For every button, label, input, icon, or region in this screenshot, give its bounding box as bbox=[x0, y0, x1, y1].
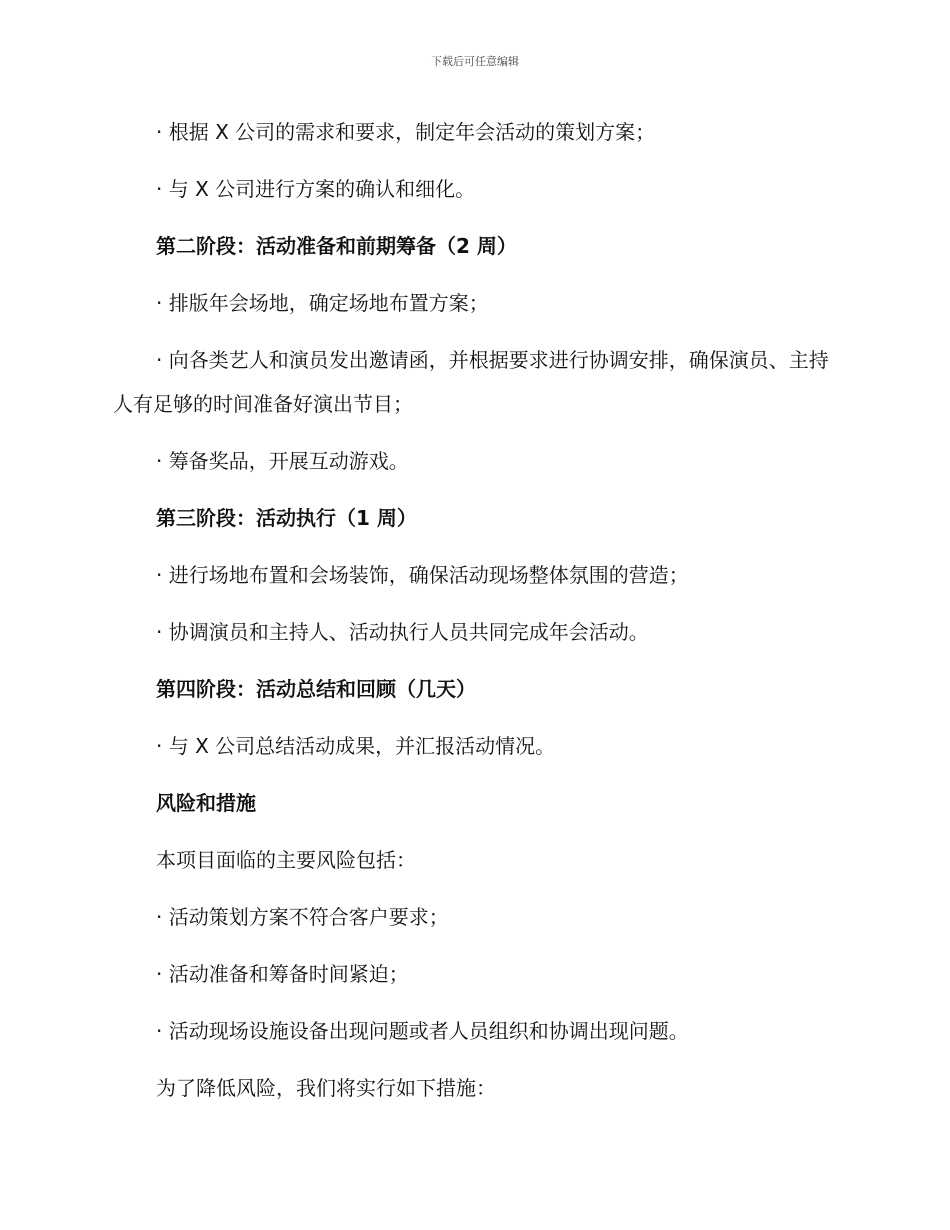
body-text: 为了降低风险，我们将实行如下措施： bbox=[156, 1076, 496, 1100]
section-heading: 风险和措施 bbox=[156, 791, 256, 815]
bullet-item: · 筹备奖品，开展互动游戏。 bbox=[156, 449, 409, 473]
bullet-item: · 协调演员和主持人、活动执行人员共同完成年会活动。 bbox=[156, 620, 649, 644]
bullet-item: · 进行场地布置和会场装饰，确保活动现场整体氛围的营造； bbox=[156, 563, 689, 587]
bullet-item: · 活动现场设施设备出现问题或者人员组织和协调出现问题。 bbox=[156, 1019, 689, 1043]
bullet-item: · 排版年会场地，确定场地布置方案； bbox=[156, 291, 489, 315]
section-heading: 第二阶段：活动准备和前期筹备（2 周） bbox=[156, 234, 517, 258]
bullet-item: · 向各类艺人和演员发出邀请函，并根据要求进行协调安排，确保演员、主持人有足够的时间准备好演出节目； bbox=[113, 348, 829, 416]
body-text: 本项目面临的主要风险包括： bbox=[156, 848, 416, 872]
page-header: 下载后可任意编辑 bbox=[431, 55, 519, 68]
section-heading: 第四阶段：活动总结和回顾（几天） bbox=[156, 677, 476, 701]
document-body bbox=[113, 110, 833, 1123]
bullet-item: · 根据 X 公司的需求和要求，制定年会活动的策划方案； bbox=[156, 120, 656, 144]
bullet-item: · 活动准备和筹备时间紧迫； bbox=[156, 962, 409, 986]
bullet-item: · 活动策划方案不符合客户要求； bbox=[156, 905, 449, 929]
bullet-item: · 与 X 公司进行方案的确认和细化。 bbox=[156, 177, 476, 201]
section-heading: 第三阶段：活动执行（1 周） bbox=[156, 506, 417, 530]
bullet-item: · 与 X 公司总结活动成果，并汇报活动情况。 bbox=[156, 734, 556, 758]
